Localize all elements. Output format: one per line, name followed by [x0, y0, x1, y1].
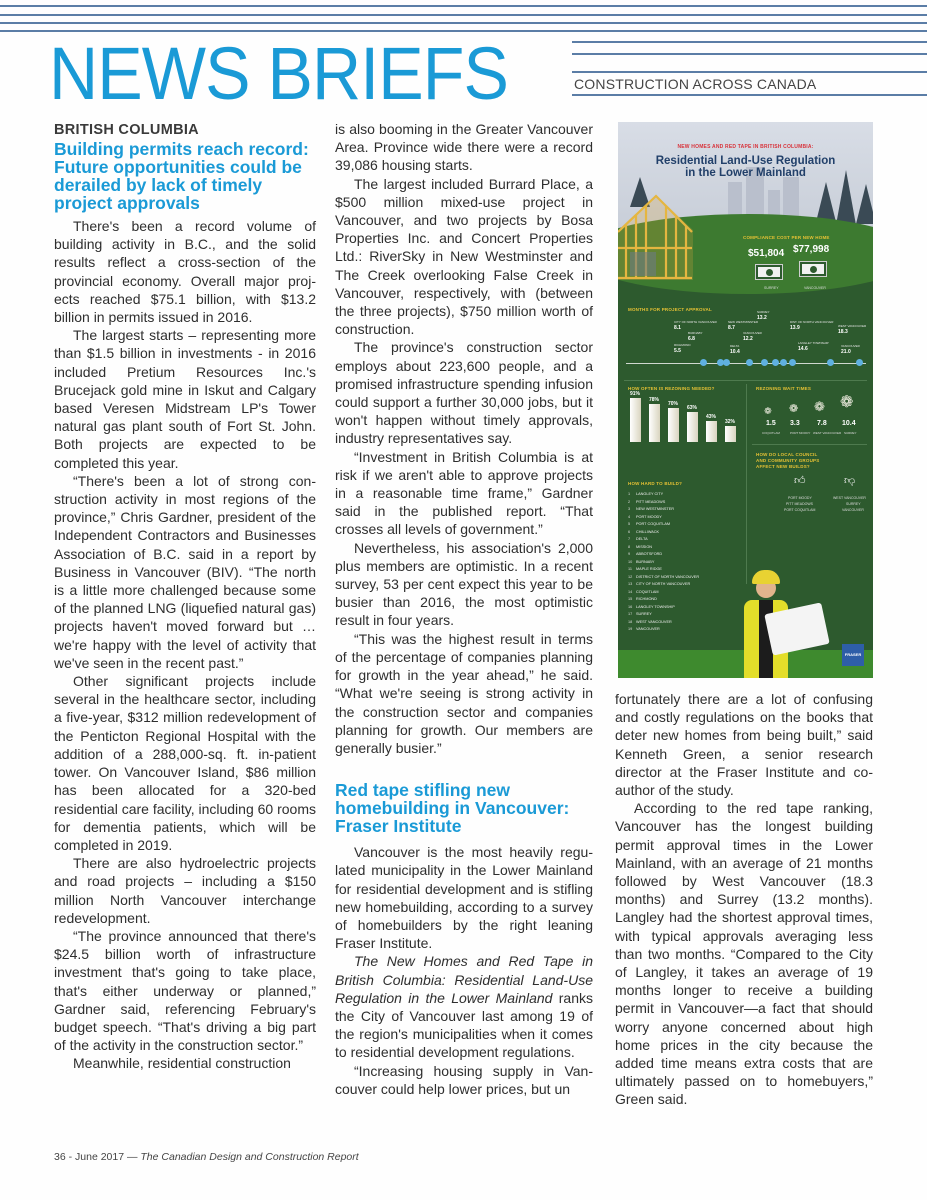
article-headline: Building permits reach record: Future opportunities could be derailed by lack of timely project approvals	[54, 139, 309, 213]
ranking-item: 14 COQUITLAM	[628, 589, 659, 594]
money-icon	[756, 265, 782, 279]
ranking-item: 9 ABBOTSFORD	[628, 552, 663, 556]
paragraph: Meanwhile, residential construction	[73, 1055, 291, 1072]
ranking-item: 11 MAPLE RIDGE	[628, 567, 662, 571]
paragraph	[335, 952, 593, 1061]
article-column-2	[335, 120, 593, 1098]
bar-value: 63%	[687, 405, 698, 411]
bar-value: 70%	[668, 401, 679, 407]
header-rule	[572, 71, 927, 73]
ranking-item: 6 CHILLIWACK	[628, 529, 660, 534]
council-label	[756, 452, 819, 470]
supportive-city: PORT COQUITLAM	[784, 508, 816, 512]
opposed-city: VANCOUVER	[842, 508, 864, 512]
bar	[725, 426, 736, 442]
timeline-point	[746, 359, 753, 366]
paragraph: There are also hydroelectric projects and road projects – including a $150 million North Vancouver interchange redevelopment.	[54, 855, 316, 926]
divider	[746, 384, 747, 584]
timeline-point	[789, 359, 796, 366]
bar-value: 32%	[725, 419, 736, 425]
cost-city: VANCOUVER	[804, 286, 826, 290]
paragraph-text: ranks the City of Vancouver last among 19 of the region's municipalities when it comes to residential development regulations.	[335, 989, 593, 1061]
wait-label: REZONING WAIT TIMES	[756, 386, 812, 391]
paragraph: The largest included Burrard Place, a $500 million mixed-use project in Vancouver, and two projects by Bosa Properties Inc. and Concert Properties Ltd.: RiverSky in New Westminster and The Creek overlooking False Creek in Vancouver, respectively, with (between the three projects), $750 million worth of construction.	[335, 175, 593, 338]
bar	[630, 398, 641, 442]
rezoning-bar-chart	[630, 398, 740, 442]
splash-icon: ❁	[814, 399, 825, 414]
paragraph: is also booming in the Greater Vancouver Area. Province wide there were a record 39,086 housing starts.	[335, 121, 593, 174]
approval-value: 18.3	[838, 329, 848, 335]
ranking-item: 10 BURNABY	[628, 559, 655, 564]
wait-city: WEST VANCOUVER	[813, 431, 842, 435]
tree-icon	[816, 182, 836, 222]
paragraph: According to the red tape ranking, Vancouver has the longest building permit approval times in the Lower Mainland, with an average of 21 months followed by West Vancouver (18.3 months) and Surrey (13.2 months). Langley had the shortest approval times, with typical approvals averaging less than two months. “Compared to the City of Langley, it takes an average of 19 months longer to receive a building permit in Vancouver—a fact that should worry anyone concerned about high home prices in the city because the added time means extra costs that are ultimately passed on to homebuyers,” Green said.	[615, 800, 873, 1108]
wait-value: 7.8	[817, 420, 827, 427]
ranking-item: 12 DISTRICT OF NORTH VANCOUVER	[628, 574, 700, 579]
approval-city: WEST VANCOUVER	[838, 324, 867, 328]
ranking-item: 8 MISSION	[628, 544, 653, 549]
approval-value: 8.1	[674, 325, 681, 331]
approval-city: VANCOUVER	[743, 331, 762, 335]
report-title: The New Homes and Red Tape in British Columbia: Residential Land-Use Regulation in the Lower Mainland	[335, 953, 593, 1006]
council-label-line: AFFECT NEW BUILDS?	[756, 464, 810, 469]
approval-value: 13.2	[757, 315, 767, 321]
timeline-point	[856, 359, 863, 366]
money-icon	[800, 262, 826, 276]
approval-value: 12.2	[743, 336, 753, 342]
paragraph: Other significant projects include several in the healthcare sector, including a five-year, $312 million redevelopment of the Penticton Regional Hospital with the addition of a 288,000-sq. ft. in-patient tower. On Vancouver Island, $86 million has been allocated for a 320-bed residential care facility, including 60 rooms for dementia patients, which will be completed in 2019.	[54, 673, 316, 853]
opposed-city: SURREY	[846, 502, 861, 506]
infographic	[618, 122, 873, 678]
approval-city: RICHMOND	[674, 343, 691, 347]
approval-value: 6.8	[688, 336, 695, 342]
approval-city: BURNABY	[688, 331, 703, 335]
header-rule	[572, 53, 927, 55]
thumbs-up-icon: 👍︎	[794, 475, 806, 487]
ranking-label: HOW HARD TO BUILD?	[628, 481, 683, 486]
bar-value: 91%	[630, 391, 641, 397]
bar	[649, 404, 660, 442]
approval-city: DELTA	[730, 344, 740, 348]
timeline-point	[780, 359, 787, 366]
paragraph: “There's been a lot of strong construction activity in most regions of the province,” Chris Gardner, president of the Independent Contractors and Businesses Association of B.C. said in a report by Business in Vancouver (BIV). “The north is a little more challenged because some of the planned LNG (liquefied natural gas) projects haven't moved forward but … we're happy with the level of activity that we've seen in the recent past.”	[54, 472, 316, 671]
hard-hat-icon	[752, 570, 780, 584]
paragraph: “This was the highest result in terms of the percentage of companies planning for growth in the year ahead,” he said. “What we're seeing is strong activity in the construction sector and companies planning for growth. Our members are generally busier.”	[335, 630, 593, 756]
supportive-city: PITT MEADOWS	[786, 502, 813, 506]
divider	[624, 380, 867, 381]
region-label: BRITISH COLUMBIA	[54, 122, 199, 138]
ranking-item: 1 LANGLEY CITY	[628, 492, 664, 496]
ranking-item: 7 DELTA	[628, 537, 648, 541]
paragraph: The province's construction sector employs about 223,600 people, and a promised infrastructure spending infusion could support a further 30,000 jobs, but it won't happen without timely approvals, industry representatives say.	[335, 339, 593, 447]
page-number-date: 36 - June 2017 —	[54, 1151, 141, 1163]
ranking-item: 16 LANGLEY TOWNSHIP	[628, 604, 675, 609]
infographic-kicker: NEW HOMES AND RED TAPE IN BRITISH COLUMBIA:	[677, 144, 814, 150]
wait-city: COQUITLAM	[762, 431, 780, 435]
approval-label: MONTHS FOR PROJECT APPROVAL	[628, 307, 712, 312]
timeline-point	[700, 359, 707, 366]
tree-icon	[856, 184, 873, 224]
splash-icon: ❁	[789, 403, 799, 415]
header-rule	[0, 5, 927, 7]
wait-value: 1.5	[766, 420, 776, 427]
approval-city: VANCOUVER	[841, 344, 860, 348]
paragraph: There's been a record volume of building activity in B.C., and the solid results reflect a cross-section of the provincial economy. Overall major projects reached $75.1 billion, with $13.2 billion in permits issued in 2016.	[54, 218, 316, 326]
article-headline: Red tape stifling new homebuilding in Vancouver: Fraser Institute	[335, 780, 570, 837]
ranking-item: 5 PORT COQUITLAM	[628, 522, 671, 526]
compliance-cost-label: COMPLIANCE COST PER NEW HOME	[743, 235, 830, 240]
wait-city: PORT MOODY	[790, 431, 811, 435]
bar	[687, 412, 698, 442]
title-line: in the Lower Mainland	[685, 167, 806, 179]
approval-city: CITY OF NORTH VANCOUVER	[674, 320, 717, 324]
title-line: Residential Land-Use Regulation	[655, 155, 836, 167]
fraser-logo: FRASER	[842, 644, 864, 666]
header-rule	[0, 22, 927, 24]
ranking-item: 4 PORT MOODY	[628, 514, 662, 519]
cost-value: $51,804	[748, 248, 785, 259]
ranking-item: 19 VANCOUVER	[628, 627, 660, 631]
timeline-point	[761, 359, 768, 366]
house-frame-icon	[618, 190, 693, 280]
paragraph: “The province announced that there's $24.5 billion worth of infrastructure investment that's going to take place, that's either underway or planned,” Gardner said, referencing February's budget speech. “That's driving a big part of the activity in the construction sector.”	[54, 927, 316, 1054]
splash-icon: ❁	[764, 406, 772, 416]
approval-city: NEW WESTMINSTER	[728, 320, 758, 324]
approval-city: DIST. OF NORTH VANCOUVER	[790, 320, 834, 324]
approval-value: 5.5	[674, 348, 681, 354]
paragraph: Vancouver is the most heavily regulated municipality in the Lower Mainland for residential development and is stifling new homebuilding, according to a survey of homebuilders by the right leaning Fraser Institute.	[335, 844, 593, 952]
approval-value: 8.7	[728, 325, 735, 331]
bar	[668, 408, 679, 442]
article-column-1	[54, 120, 316, 1073]
page-title: NEWS BRIEFS	[49, 32, 508, 115]
approval-value: 13.9	[790, 325, 800, 331]
approval-value: 21.0	[841, 349, 851, 355]
header-rule	[572, 41, 927, 43]
header-rule	[0, 14, 927, 16]
header-rule	[572, 94, 927, 96]
paragraph: fortunately there are a lot of confusing and costly regulations on the books that deter new homes from being built,” said Kenneth Green, a senior research director at the Fraser Institute and co-author of the study.	[615, 691, 873, 799]
ranking-item: 2 PITT MEADOWS	[628, 499, 666, 504]
opposed-city: WEST VANCOUVER	[833, 496, 866, 500]
council-label-line: HOW DO LOCAL COUNCIL	[756, 452, 818, 457]
ranking-item: 13 CITY OF NORTH VANCOUVER	[628, 582, 691, 586]
ranking-item: 3 NEW WESTMINSTER	[628, 507, 674, 511]
ranking-item: 18 WEST VANCOUVER	[628, 619, 672, 624]
ranking-item: 17 SURREY	[628, 612, 652, 616]
paragraph: The largest starts – representing more than $1.5 billion in investments - in 2016 included Pretium Resources Inc.'s Brucejack gold mine in Iskut and Calgary based Veresen Midstream LP's Tower natural gas plant south of Fort St. John. Both projects are expected to be completed this year.	[54, 327, 316, 471]
paragraph: “Investment in British Columbia is at risk if we aren't able to approve projects in a reasonable time frame,” Gardner said in the published report. “That crosses all levels of government.”	[335, 448, 593, 538]
page-footer	[54, 1151, 359, 1163]
approval-city: LANGLEY TOWNSHIP	[798, 341, 829, 345]
bar	[706, 421, 717, 442]
timeline-point	[723, 359, 730, 366]
section-subtitle: CONSTRUCTION ACROSS CANADA	[574, 76, 817, 92]
wait-city: SURREY	[844, 431, 857, 435]
bar-value: 43%	[706, 414, 717, 420]
ranking-item: 15 RICHMOND	[628, 597, 657, 601]
supportive-city: PORT MOODY	[788, 496, 812, 500]
paragraph: “Increasing housing supply in Vancouver could help lower prices, but un	[335, 1062, 593, 1097]
thumbs-down-icon: 👎︎	[844, 475, 856, 487]
publication-name: The Canadian Design and Construction Report	[140, 1151, 359, 1163]
council-label-line: AND COMMUNITY GROUPS	[756, 458, 820, 463]
approval-city: SURREY	[757, 310, 770, 314]
article-column-3	[615, 690, 873, 1109]
bar-value: 78%	[649, 397, 660, 403]
timeline-point	[827, 359, 834, 366]
paragraph: Nevertheless, his association's 2,000 plus members are optimistic. In a recent survey, 53 per cent expect this year to be busier than 2016, the most optimistic result in four years.	[335, 539, 593, 629]
timeline-point	[772, 359, 779, 366]
divider	[752, 444, 867, 445]
approval-value: 14.6	[798, 346, 808, 352]
rezoning-label: HOW OFTEN IS REZONING NEEDED?	[628, 386, 715, 391]
approval-value: 10.4	[730, 349, 740, 355]
splash-icon: ❁	[840, 394, 854, 411]
infographic-title	[618, 155, 873, 179]
wait-value: 10.4	[842, 420, 856, 427]
cost-value: $77,998	[793, 244, 830, 255]
cost-city: SURREY	[764, 286, 779, 290]
wait-value: 3.3	[790, 420, 800, 427]
